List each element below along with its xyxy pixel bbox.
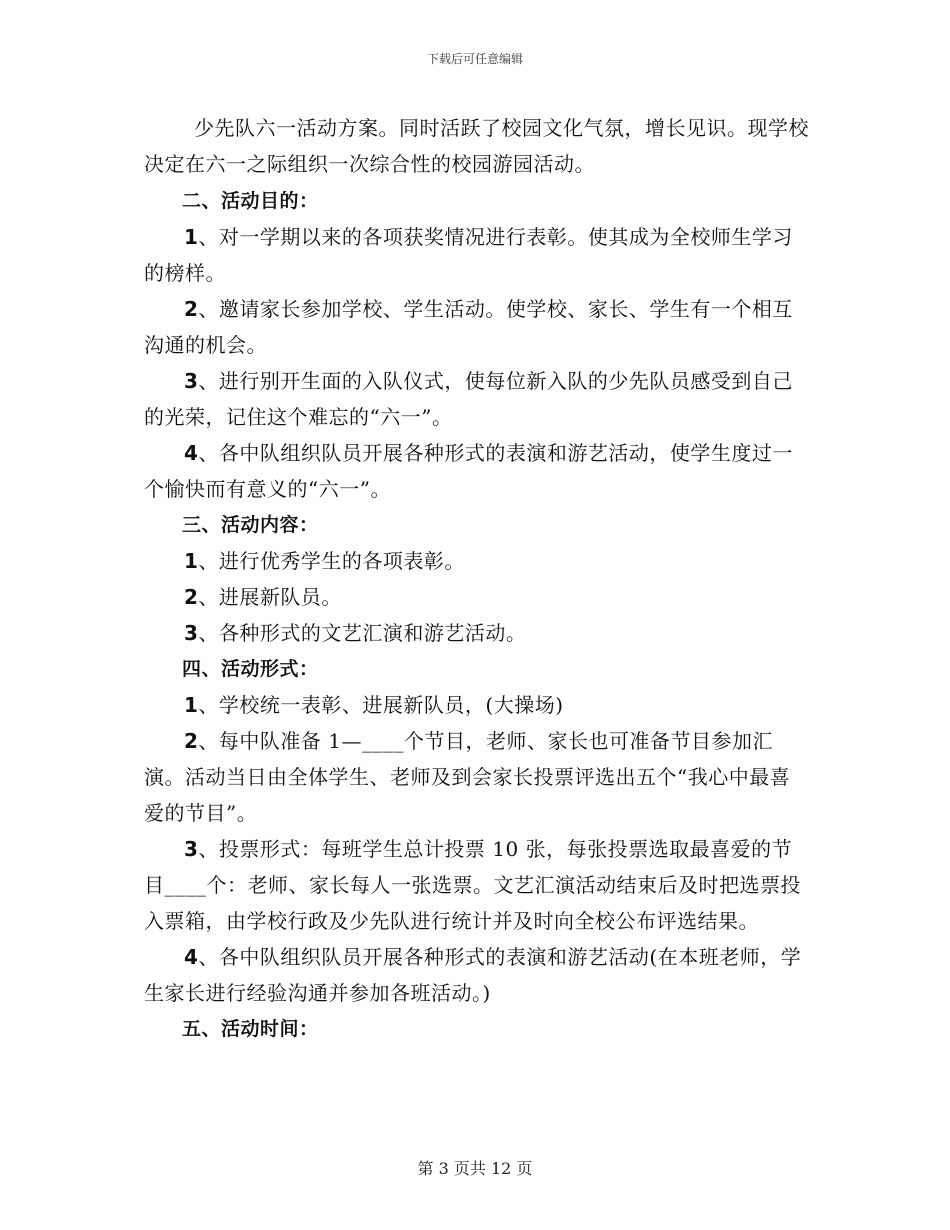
list-item	[144, 543, 810, 579]
item-text: 、各种形式的文艺汇演和游艺活动。	[198, 621, 527, 645]
intro-paragraph: 少先队六一活动方案。同时活跃了校园文化气氛，增长见识。现学校决定在六一之际组织一次综合性的校园游园活动。	[144, 116, 809, 176]
item-number: 1	[184, 225, 199, 249]
item-number: 4	[184, 945, 199, 969]
item-text: 、各中队组织队员开展各种形式的表演和游艺活动(在本班老师，学生家长进行经验沟通并参加各班活动。)	[144, 945, 802, 1005]
list-item	[144, 939, 810, 1011]
item-number: 2	[184, 585, 199, 609]
item-number: 1	[184, 693, 199, 717]
item-text: 、进行别开生面的入队仪式，使每位新入队的少先队员感受到自己的光荣，记住这个难忘的“六一”。	[144, 369, 793, 429]
item-text: 、投票形式：每班学生总计投票 10 张，每张投票选取最喜爱的节目____个：老师、家长每人一张选票。文艺汇演活动结束后及时把选票投入票箱，由学校行政及少先队进行统计并及时向全校公布评选结果。	[144, 837, 801, 933]
item-text: 、各中队组织队员开展各种形式的表演和游艺活动，使学生度过一个愉快而有意义的“六一”。	[144, 441, 793, 501]
section-heading-purpose: 二、活动目的：	[182, 190, 319, 212]
item-number: 2	[184, 729, 199, 753]
item-text: 、邀请家长参加学校、学生活动。使学校、家长、学生有一个相互沟通的机会。	[144, 297, 793, 357]
item-number: 2	[184, 297, 199, 321]
item-number: 4	[184, 441, 199, 465]
item-number: 3	[184, 369, 199, 393]
item-text: 、学校统一表彰、进展新队员，(大操场)	[198, 693, 564, 717]
page-header: 下载后可任意编辑	[426, 52, 523, 66]
page-footer: 第 3 页共 12 页	[417, 1159, 533, 1178]
item-text: 、对一学期以来的各项获奖情况进行表彰。使其成为全校师生学习的榜样。	[144, 225, 793, 285]
list-item	[144, 687, 810, 723]
item-number: 1	[184, 549, 199, 573]
section-heading-time: 五、活动时间：	[182, 1018, 319, 1040]
list-item	[144, 219, 810, 291]
list-item	[144, 363, 810, 435]
list-item	[144, 615, 810, 651]
section-heading-format: 四、活动形式：	[182, 658, 319, 680]
list-item	[144, 291, 810, 363]
item-text: 、进展新队员。	[198, 585, 342, 609]
document-body	[144, 110, 810, 1047]
list-item	[144, 579, 810, 615]
section-heading-content: 三、活动内容：	[182, 514, 319, 536]
item-number: 3	[184, 621, 199, 645]
item-text: 、每中队准备 1—____个节目，老师、家长也可准备节目参加汇演。活动当日由全体学生、老师及到会家长投票评选出五个“我心中最喜爱的节目”。	[144, 729, 791, 825]
list-item	[144, 435, 810, 507]
list-item	[144, 723, 810, 831]
list-item	[144, 831, 810, 939]
item-text: 、进行优秀学生的各项表彰。	[198, 549, 465, 573]
item-number: 3	[184, 837, 199, 861]
